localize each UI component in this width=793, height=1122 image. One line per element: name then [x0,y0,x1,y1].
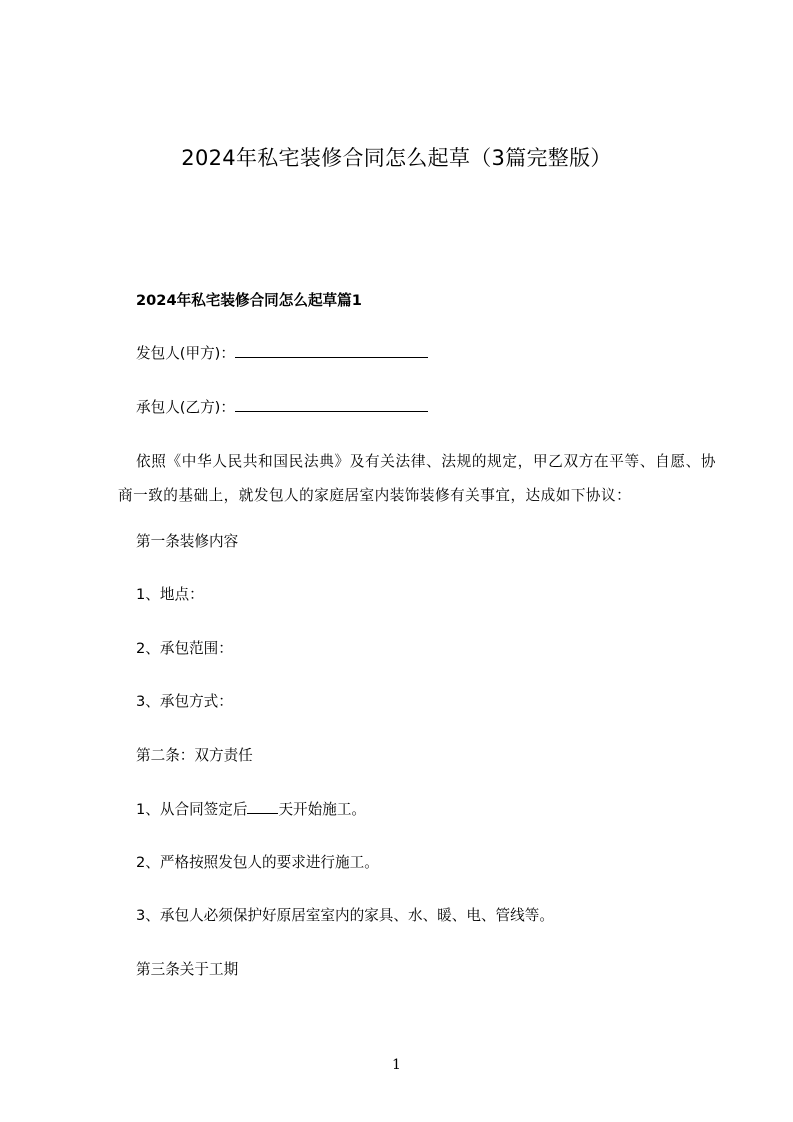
article2-item-start-before: 1、从合同签定后 [136,801,248,818]
article3-heading: 第三条关于工期 [136,961,239,978]
article2-item-start [136,799,366,821]
party-a-blank [235,343,428,358]
article2-heading: 第二条：双方责任 [136,747,253,764]
article2-item-protection: 3、承包人必须保护好原居室室内的家具、水、暖、电、管线等。 [136,907,554,924]
document-title: 2024年私宅装修合同怎么起草（3篇完整版） [181,146,612,170]
article1-heading: 第一条装修内容 [136,533,239,550]
party-b-label: 承包人(乙方)： [136,399,235,416]
article1-item-location: 1、地点： [136,586,204,603]
start-days-blank [247,799,278,814]
article2-item-start-after: 天开始施工。 [278,801,367,818]
party-a-line [136,343,428,365]
section-heading: 2024年私宅装修合同怎么起草篇1 [136,292,362,309]
party-b-blank [235,397,428,412]
party-a-label: 发包人(甲方)： [136,345,235,362]
article1-item-scope: 2、承包范围： [136,640,233,657]
page-number: 1 [392,1057,401,1073]
article2-item-requirements: 2、严格按照发包人的要求进行施工。 [136,854,379,871]
article1-item-method: 3、承包方式： [136,693,233,710]
party-b-line [136,397,428,419]
preamble-paragraph: 依照《中华人民共和国民法典》及有关法律、法规的规定，甲乙双方在平等、自愿、协商一致的基础上，就发包人的家庭居室内装饰装修有关事宜，达成如下协议： [118,453,716,504]
